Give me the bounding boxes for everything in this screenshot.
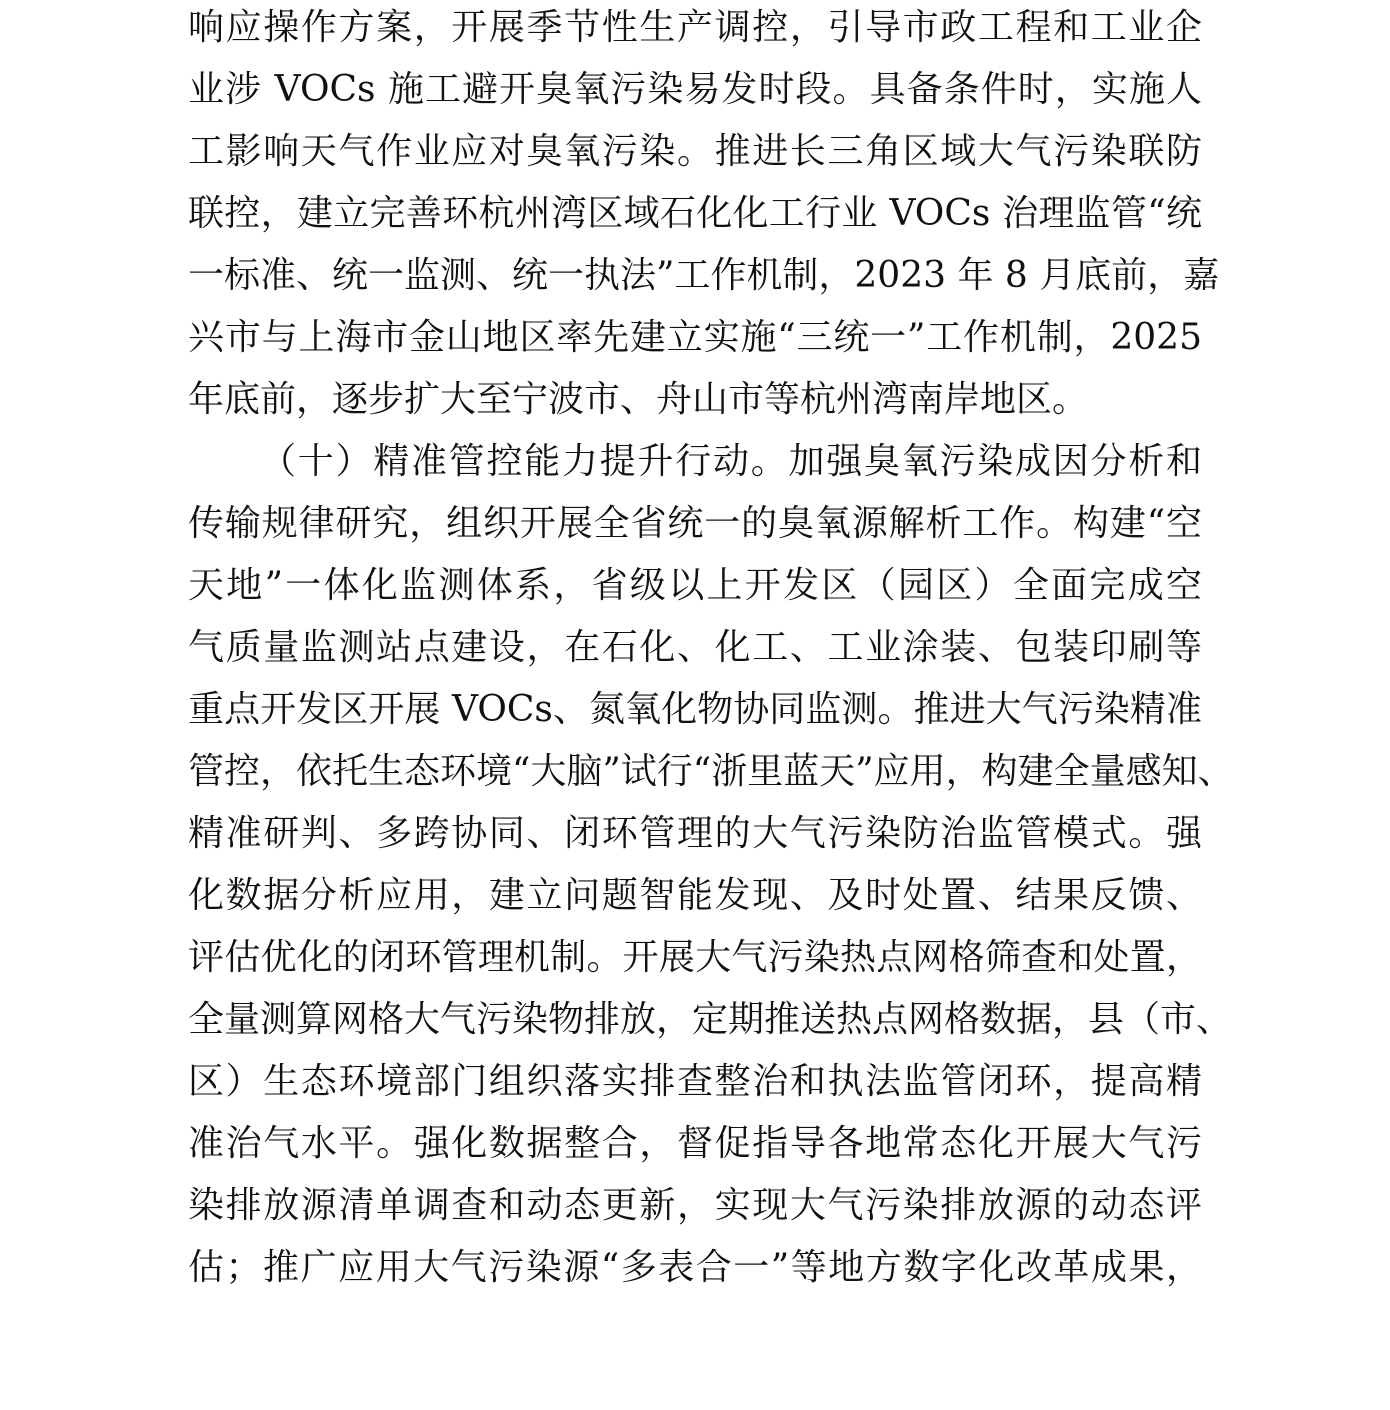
paragraph-1 (188, 0, 1220, 434)
text-line: 工影响天气作业应对臭氧污染。推进长三角区域大气污染联防 (188, 131, 1202, 172)
section-heading-line: （十）精准管控能力提升行动。加强臭氧污染成因分析和 (260, 441, 1202, 482)
text-line: 一标准、统一监测、统一执法”工作机制，2023 年 8 月底前，嘉 (188, 255, 1220, 296)
document-page (188, 0, 1234, 1302)
text-line: 传输规律研究，组织开展全省统一的臭氧源解析工作。构建“空 (188, 503, 1202, 544)
text-line: 天地”一体化监测体系，省级以上开发区（园区）全面完成空 (188, 565, 1202, 606)
text-line: 全量测算网格大气污染物排放，定期推送热点网格数据，县（市、 (188, 999, 1233, 1040)
text-line: 估；推广应用大气污染源“多表合一”等地方数字化改革成果， (188, 1247, 1202, 1288)
text-line: 评估优化的闭环管理机制。开展大气污染热点网格筛查和处置， (188, 937, 1202, 978)
text-line: 气质量监测站点建设，在石化、化工、工业涂装、包装印刷等 (188, 627, 1202, 668)
text-line: 区）生态环境部门组织落实排查整治和执法监管闭环，提高精 (188, 1061, 1202, 1102)
text-line: 化数据分析应用，建立问题智能发现、及时处置、结果反馈、 (188, 875, 1202, 916)
text-line: 管控，依托生态环境“大脑”试行“浙里蓝天”应用，构建全量感知、 (188, 751, 1234, 792)
text-line: 准治气水平。强化数据整合，督促指导各地常态化开展大气污 (188, 1123, 1202, 1164)
text-line: 精准研判、多跨协同、闭环管理的大气污染防治监管模式。强 (188, 813, 1202, 854)
text-line: 联控，建立完善环杭州湾区域石化化工行业 VOCs 治理监管“统 (188, 193, 1202, 234)
text-line: 业涉 VOCs 施工避开臭氧污染易发时段。具备条件时，实施人 (188, 69, 1202, 110)
text-line: 兴市与上海市金山地区率先建立实施“三统一”工作机制，2025 (188, 317, 1202, 358)
text-line: 年底前，逐步扩大至宁波市、舟山市等杭州湾南岸地区。 (188, 379, 1089, 420)
text-line: 染排放源清单调查和动态更新，实现大气污染排放源的动态评 (188, 1185, 1202, 1226)
paragraph-2 (188, 428, 1234, 1302)
text-line: 重点开发区开展 VOCs、氮氧化物协同监测。推进大气污染精准 (188, 689, 1202, 730)
text-line: 响应操作方案，开展季节性生产调控，引导市政工程和工业企 (188, 7, 1202, 48)
